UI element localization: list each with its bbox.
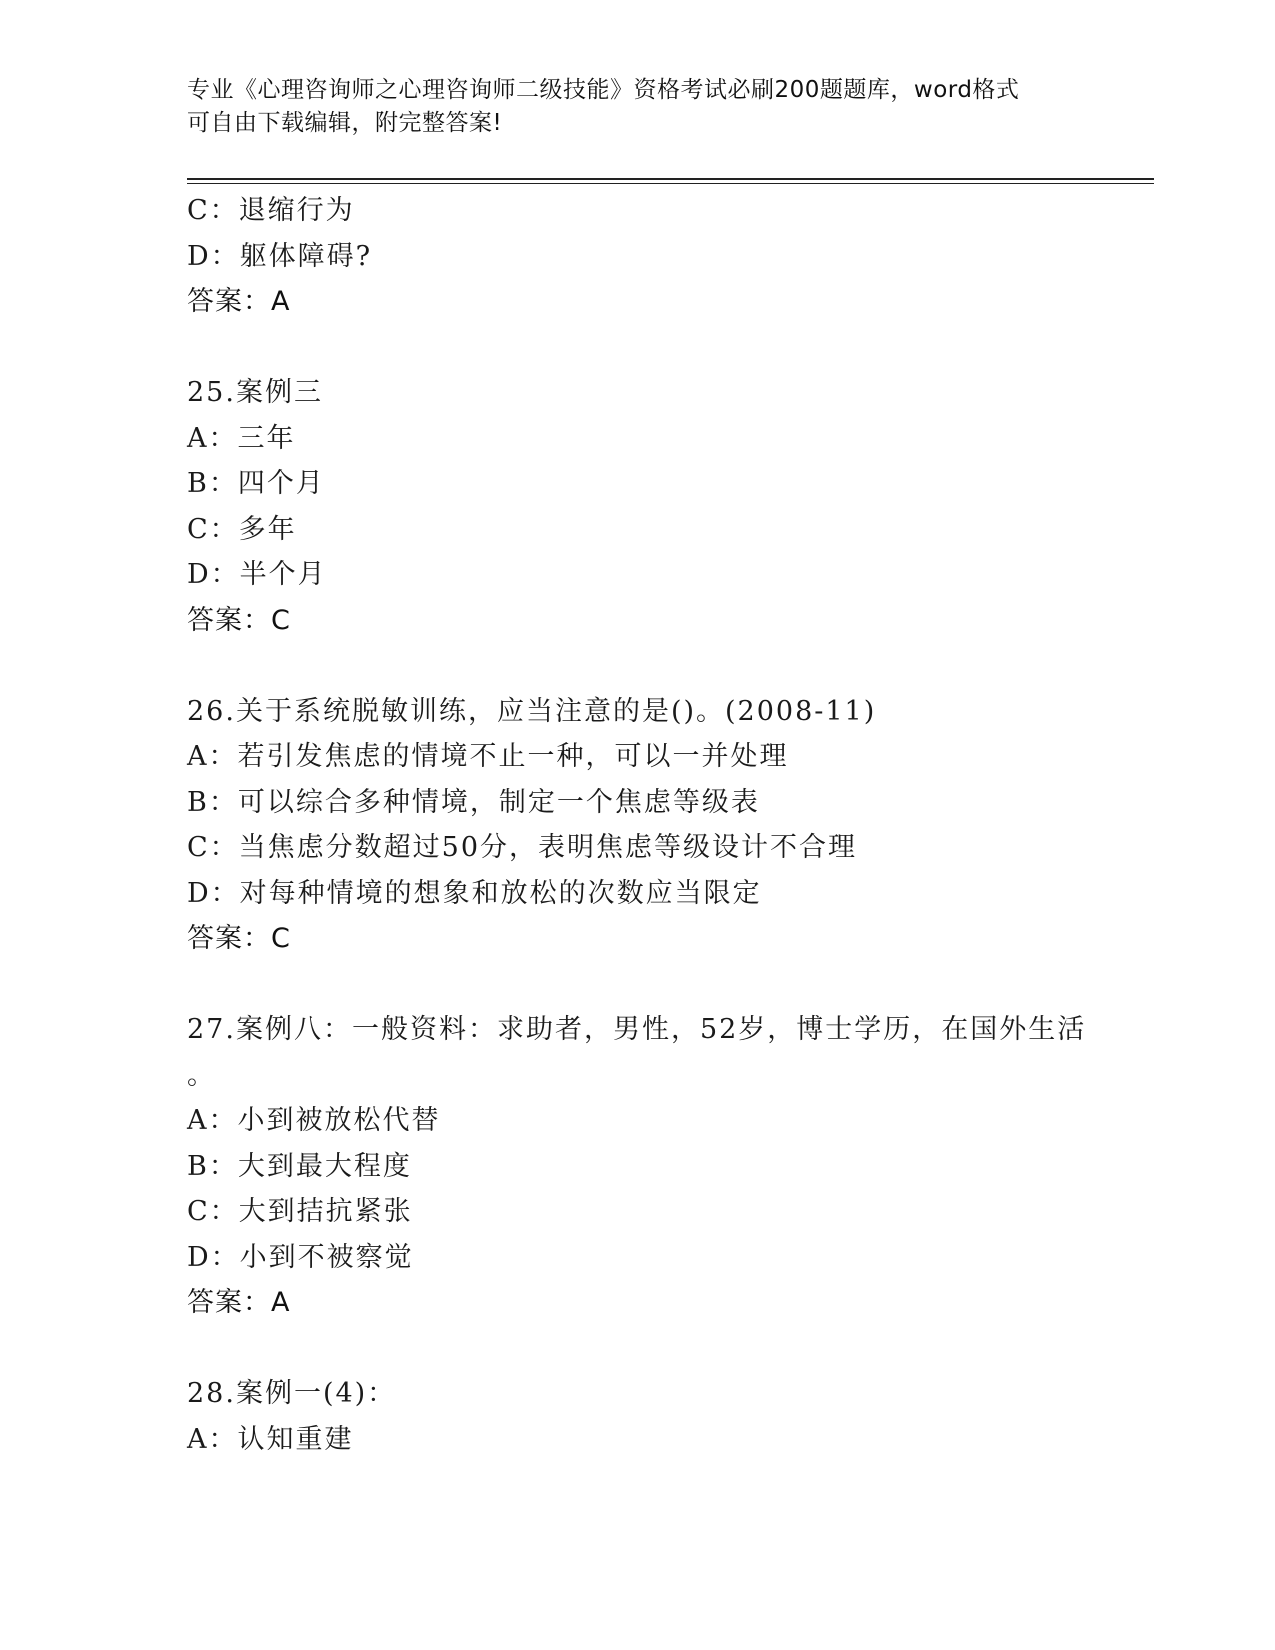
option-c: C：大到拮抗紧张 — [187, 1196, 413, 1227]
option-a: A：若引发焦虑的情境不止一种，可以一并处理 — [187, 741, 789, 772]
header-divider-thick — [187, 178, 1154, 180]
option-b: B：大到最大程度 — [187, 1150, 412, 1182]
header-title-line-1: 专业《心理咨询师之心理咨询师二级技能》资格考试必刷200题题库，word格式 — [187, 77, 1020, 103]
spacer — [187, 1326, 1147, 1372]
option-c: C：当焦虑分数超过50分，表明焦虑等级设计不合理 — [187, 832, 858, 863]
option-a: A：三年 — [187, 422, 296, 454]
answer-line: 答案：C — [187, 604, 291, 636]
spacer — [187, 962, 1147, 1008]
header-divider-thin — [187, 183, 1154, 184]
option-d: D：对每种情境的想象和放松的次数应当限定 — [187, 877, 762, 909]
answer-line: 答案：A — [187, 1287, 291, 1318]
question-block-25 — [187, 370, 1147, 643]
answer-line: 答案：A — [187, 286, 291, 317]
question-text: 25.案例三 — [187, 377, 323, 408]
option-a: A：小到被放松代替 — [187, 1105, 441, 1136]
spacer — [187, 325, 1147, 371]
option-d: D：半个月 — [187, 559, 327, 590]
document-header — [187, 74, 1087, 140]
question-list — [187, 188, 1147, 1462]
option-a: A：认知重建 — [187, 1423, 354, 1455]
question-block-26 — [187, 689, 1147, 962]
option-c: C：多年 — [187, 513, 297, 545]
question-block-prev — [187, 188, 1147, 325]
option-d: D：小到不被察觉 — [187, 1241, 414, 1273]
question-block-28 — [187, 1371, 1147, 1462]
question-text: 27.案例八：一般资料：求助者，男性，52岁，博士学历，在国外生活 — [187, 1014, 1087, 1045]
option-b: B：四个月 — [187, 468, 325, 499]
question-block-27 — [187, 1007, 1147, 1326]
spacer — [187, 643, 1147, 689]
question-text: 26.关于系统脱敏训练，应当注意的是()。(2008-11) — [187, 695, 877, 727]
question-text-continuation: 。 — [187, 1059, 216, 1091]
option-c: C：退缩行为 — [187, 195, 355, 226]
question-text: 28.案例一(4)： — [187, 1378, 397, 1409]
option-d: D：躯体障碍? — [187, 240, 373, 272]
header-title-line-2: 可自由下载编辑，附完整答案! — [187, 110, 503, 136]
option-b: B：可以综合多种情境，制定一个焦虑等级表 — [187, 786, 760, 818]
answer-line: 答案：C — [187, 923, 291, 954]
